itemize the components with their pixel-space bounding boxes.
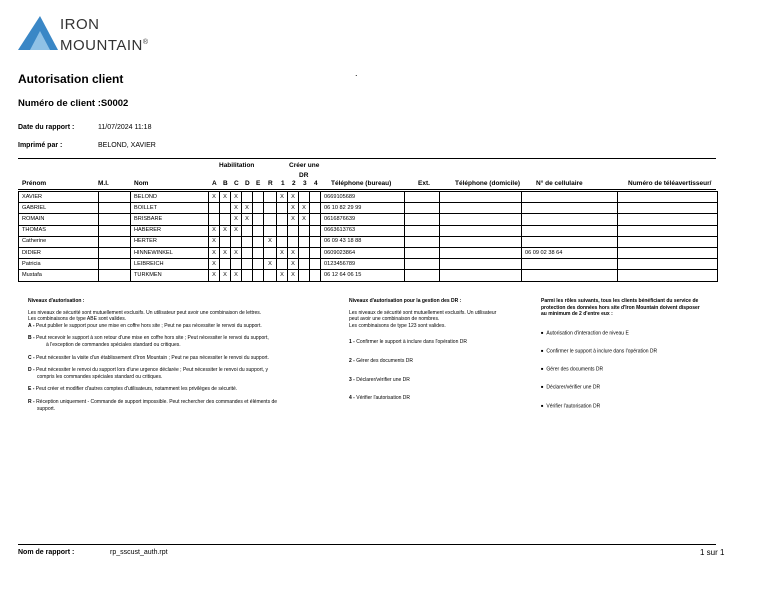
col-letter-b: B — [223, 180, 228, 187]
cell-teleavertisseur — [618, 214, 718, 225]
cell-teleavertisseur — [618, 247, 718, 258]
cell-mi — [99, 236, 131, 247]
cell-tel-domicile — [440, 214, 522, 225]
cell-ext — [405, 203, 440, 214]
cell-flag-3: X — [299, 203, 310, 214]
col-cellulaire: N° de cellulaire — [536, 180, 583, 187]
auth-level-text: Peut recevoir le support à son retour d'une mise en coffre hors site ; Peut nécessiter le renvoi du support, — [36, 335, 269, 342]
cell-nom: HERTER — [131, 236, 209, 247]
cell-flag-e — [253, 247, 264, 258]
col-letter-a: A — [212, 180, 217, 187]
cell-nom: HINNEWINKEL — [131, 247, 209, 258]
cell-ext — [405, 247, 440, 258]
cell-flag-r: X — [264, 236, 277, 247]
cell-flag-4 — [310, 236, 321, 247]
cell-flag-a — [209, 203, 220, 214]
cell-flag-c — [231, 236, 242, 247]
cell-mi — [99, 259, 131, 270]
cell-flag-3 — [299, 259, 310, 270]
dr-level-key: 2 - — [349, 357, 355, 364]
cell-flag-a — [209, 214, 220, 225]
cell-flag-1: X — [277, 270, 288, 281]
col-letter-2: 2 — [292, 180, 296, 187]
cell-flag-4 — [310, 225, 321, 236]
cell-flag-r — [264, 247, 277, 258]
role-item: ■ Déclarer/vérifier une DR — [541, 384, 706, 391]
cell-flag-2: X — [288, 192, 299, 203]
cell-flag-2: X — [288, 214, 299, 225]
col-tel-bureau: Téléphone (bureau) — [331, 180, 392, 187]
cell-flag-e — [253, 259, 264, 270]
auth-level-key: D - — [28, 367, 35, 374]
cell-flag-c: X — [231, 270, 242, 281]
cell-cellulaire — [522, 270, 618, 281]
cell-mi — [99, 192, 131, 203]
cell-nom: HABERER — [131, 225, 209, 236]
notes-roles — [541, 298, 706, 410]
notes-right-heading: Parmi les rôles suivants, tous les clients bénéficiant du service de protection des données hors site d'Iron Mountain doivent disposer au minimum de 2 d'entre eux : — [541, 298, 700, 318]
col-nom: Nom — [134, 180, 149, 187]
cell-ext — [405, 214, 440, 225]
cell-flag-r — [264, 214, 277, 225]
brand-line2: MOUNTAIN — [60, 37, 143, 54]
cell-flag-d — [242, 247, 253, 258]
notes-left-intro1: Les niveaux de sécurité sont mutuellement exclusifs. Un utilisateur peut avoir une combinaison de lettres. — [28, 309, 262, 316]
notes-mid-intro2: peut avoir une combinaison de nombres. — [349, 316, 440, 323]
brand-line1: IRON — [60, 16, 100, 33]
dr-level-key: 3 - — [349, 376, 355, 383]
cell-flag-1: X — [277, 247, 288, 258]
cell-prenom: XAVIER — [19, 192, 99, 203]
col-letter-4: 4 — [314, 180, 318, 187]
users-table — [18, 191, 718, 282]
cell-ext — [405, 270, 440, 281]
cell-flag-a: X — [209, 270, 220, 281]
create-dr-header: Créer une — [289, 162, 320, 169]
cell-flag-2: X — [288, 259, 299, 270]
auth-level-key: R - — [28, 398, 35, 405]
cell-flag-4 — [310, 203, 321, 214]
auth-level-text: Peut publier le support pour une mise en coffre hors site ; Peut ne pas nécessiter le renvoi du support. — [35, 322, 262, 329]
role-item: ■ Gérer des documents DR — [541, 366, 706, 373]
iron-mountain-logo-icon — [18, 16, 58, 50]
col-prenom: Prénom — [22, 180, 47, 187]
cell-flag-r: X — [264, 259, 277, 270]
notes-left-intro2: Les combinaisons de type ABE sont valides. — [28, 316, 127, 323]
cell-flag-1 — [277, 259, 288, 270]
cell-tel-domicile — [440, 247, 522, 258]
cell-nom: BOILLET — [131, 203, 209, 214]
cell-tel-bureau: 0669105689 — [321, 192, 405, 203]
notes-left-heading: Niveaux d'autorisation : — [28, 298, 85, 304]
auth-level-key: B - — [28, 335, 35, 342]
cell-flag-b: X — [220, 247, 231, 258]
notes-mid-intro1: Les niveaux de sécurité sont mutuellement exclusifs. Un utilisateur — [349, 309, 497, 316]
cell-flag-e — [253, 214, 264, 225]
auth-level-text: Peut nécessiter le renvoi du support lors d'une urgence déclarée ; Peut nécessiter le renvoi du support, y compris les commandes spéciales standard ou critiques. — [36, 367, 268, 380]
col-tel-domicile: Téléphone (domicile) — [455, 180, 521, 187]
cell-flag-e — [253, 270, 264, 281]
dr-level-item — [349, 395, 499, 402]
cell-flag-d — [242, 259, 253, 270]
cell-flag-1 — [277, 236, 288, 247]
cell-nom: BELOND — [131, 192, 209, 203]
cell-flag-r — [264, 270, 277, 281]
cell-cellulaire — [522, 236, 618, 247]
cell-tel-domicile — [440, 203, 522, 214]
dr-header: DR — [299, 172, 309, 179]
header-divider — [18, 158, 716, 159]
auth-level-text: Peut nécessiter la visite d'un établissement d'Iron Mountain ; Peut ne pas nécessiter le renvoi du support. — [36, 354, 269, 361]
cell-prenom: DIDIER — [19, 247, 99, 258]
cell-cellulaire: 06 09 02 38 64 — [522, 247, 618, 258]
cell-flag-d — [242, 270, 253, 281]
col-letter-e: E — [256, 180, 261, 187]
cell-flag-r — [264, 203, 277, 214]
cell-flag-e — [253, 236, 264, 247]
cell-flag-b: X — [220, 225, 231, 236]
cell-flag-1: X — [277, 192, 288, 203]
auth-level-item — [28, 355, 283, 362]
dr-level-item — [349, 358, 499, 365]
cell-flag-c: X — [231, 203, 242, 214]
cell-flag-4 — [310, 247, 321, 258]
dr-level-text: Gérer des documents DR — [356, 357, 413, 364]
cell-cellulaire — [522, 259, 618, 270]
report-title: Autorisation client — [18, 72, 124, 86]
auth-level-item — [28, 335, 283, 342]
cell-flag-e — [253, 203, 264, 214]
auth-level-key: C - — [28, 354, 35, 361]
cell-flag-a: X — [209, 236, 220, 247]
cell-flag-3 — [299, 247, 310, 258]
cell-flag-4 — [310, 259, 321, 270]
cell-flag-r — [264, 225, 277, 236]
cell-teleavertisseur — [618, 270, 718, 281]
cell-prenom: ROMAIN — [19, 214, 99, 225]
cell-flag-d — [242, 225, 253, 236]
auth-level-item — [28, 367, 283, 380]
cell-flag-a: X — [209, 259, 220, 270]
auth-level-item — [28, 399, 283, 412]
cell-flag-2 — [288, 236, 299, 247]
cell-flag-1 — [277, 203, 288, 214]
cell-prenom: Mustafa — [19, 270, 99, 281]
cell-flag-4 — [310, 192, 321, 203]
cell-tel-bureau: 06 09 43 18 88 — [321, 236, 405, 247]
auth-level-text: Réception uniquement - Commande de support impossible. Peut rechercher des commandes et éléments de support. — [36, 398, 278, 412]
col-letter-d: D — [245, 180, 250, 187]
cell-cellulaire — [522, 225, 618, 236]
cell-flag-b: X — [220, 192, 231, 203]
brand-registered: ® — [142, 39, 149, 46]
cell-flag-2 — [288, 225, 299, 236]
cell-teleavertisseur — [618, 225, 718, 236]
col-letter-1: 1 — [281, 180, 285, 187]
table-row — [19, 203, 718, 214]
role-item: ■ Confirmer le support à inclure dans l'opération DR — [541, 348, 706, 355]
cell-prenom: Patricia — [19, 259, 99, 270]
client-number: Numéro de client :S0002 — [18, 98, 129, 109]
auth-level-item — [28, 386, 283, 393]
cell-flag-3 — [299, 192, 310, 203]
cell-flag-a: X — [209, 192, 220, 203]
table-top-rule — [18, 189, 716, 190]
auth-level-item — [28, 323, 283, 330]
dr-level-text: Confirmer le support à inclure dans l'opération DR — [356, 339, 467, 346]
cell-flag-4 — [310, 214, 321, 225]
role-item: ■ Vérifier l'autorisation DR — [541, 403, 706, 410]
cell-nom: LEIBREICH — [131, 259, 209, 270]
col-mi: M.I. — [98, 180, 109, 187]
cell-prenom: THOMAS — [19, 225, 99, 236]
cell-flag-3 — [299, 270, 310, 281]
stray-mark: . — [355, 68, 358, 78]
cell-teleavertisseur — [618, 259, 718, 270]
cell-tel-bureau: 06 10 82 29 99 — [321, 203, 405, 214]
cell-ext — [405, 236, 440, 247]
cell-flag-e — [253, 225, 264, 236]
cell-flag-3 — [299, 236, 310, 247]
cell-nom: BRISBARE — [131, 214, 209, 225]
auth-level-text: Peut créer et modifier d'autres comptes d'utilisateurs, notamment les privilèges de sécurité. — [35, 386, 238, 393]
cell-prenom: Catherine — [19, 236, 99, 247]
table-row — [19, 270, 718, 281]
table-row — [19, 236, 718, 247]
auth-level-key: A - — [28, 322, 35, 329]
cell-flag-3 — [299, 225, 310, 236]
cell-flag-a: X — [209, 225, 220, 236]
cell-flag-b — [220, 259, 231, 270]
cell-flag-2: X — [288, 203, 299, 214]
report-name-value: rp_sscust_auth.rpt — [110, 549, 168, 556]
report-date-value: 11/07/2024 11:18 — [98, 124, 152, 131]
cell-flag-a: X — [209, 247, 220, 258]
notes-dr-levels — [349, 298, 499, 402]
page-number: 1 sur 1 — [700, 548, 725, 557]
cell-flag-1 — [277, 225, 288, 236]
cell-flag-2: X — [288, 270, 299, 281]
cell-flag-b — [220, 236, 231, 247]
report-date-label: Date du rapport : — [18, 124, 75, 131]
cell-flag-1 — [277, 214, 288, 225]
cell-tel-domicile — [440, 259, 522, 270]
cell-nom: TURKMEN — [131, 270, 209, 281]
cell-flag-b — [220, 214, 231, 225]
cell-flag-d — [242, 236, 253, 247]
col-letter-r: R — [268, 180, 273, 187]
dr-level-text: Vérifier l'autorisation DR — [356, 395, 410, 402]
cell-flag-c: X — [231, 247, 242, 258]
habilitation-header: Habilitation — [219, 162, 255, 169]
cell-tel-bureau: 0123456789 — [321, 259, 405, 270]
cell-flag-d: X — [242, 214, 253, 225]
cell-prenom: GABRIEL — [19, 203, 99, 214]
brand-wordmark — [60, 16, 149, 55]
notes-mid-intro3: Les combinaisons de type 123 sont valides. — [349, 322, 446, 329]
cell-tel-domicile — [440, 192, 522, 203]
col-teleavertisseur: Numéro de téléavertisseur/ — [628, 180, 712, 187]
table-row — [19, 192, 718, 203]
dr-level-text: Déclarer/vérifier une DR — [356, 376, 410, 383]
cell-teleavertisseur — [618, 192, 718, 203]
cell-flag-4 — [310, 270, 321, 281]
cell-tel-bureau: 0616876639 — [321, 214, 405, 225]
cell-teleavertisseur — [618, 203, 718, 214]
role-item: ■ Autorisation d'interaction de niveau E — [541, 330, 706, 337]
table-row — [19, 225, 718, 236]
col-ext: Ext. — [418, 180, 430, 187]
cell-mi — [99, 270, 131, 281]
cell-cellulaire — [522, 192, 618, 203]
cell-flag-c: X — [231, 192, 242, 203]
printed-by-value: BELOND, XAVIER — [98, 142, 156, 149]
cell-flag-d: X — [242, 203, 253, 214]
cell-mi — [99, 214, 131, 225]
cell-tel-bureau: 06 12 64 06 15 — [321, 270, 405, 281]
cell-tel-domicile — [440, 225, 522, 236]
cell-tel-domicile — [440, 270, 522, 281]
footer-divider — [18, 544, 716, 545]
cell-flag-c — [231, 259, 242, 270]
cell-flag-b — [220, 203, 231, 214]
cell-ext — [405, 259, 440, 270]
cell-flag-2: X — [288, 247, 299, 258]
cell-flag-c: X — [231, 225, 242, 236]
col-letter-3: 3 — [303, 180, 307, 187]
cell-tel-domicile — [440, 236, 522, 247]
cell-tel-bureau: 0609023864 — [321, 247, 405, 258]
auth-level-key: E - — [28, 386, 35, 393]
dr-level-key: 1 - — [349, 339, 355, 346]
cell-mi — [99, 247, 131, 258]
cell-flag-b: X — [220, 270, 231, 281]
cell-mi — [99, 203, 131, 214]
cell-cellulaire — [522, 214, 618, 225]
report-name-label: Nom de rapport : — [18, 549, 75, 556]
cell-tel-bureau: 0663613763 — [321, 225, 405, 236]
notes-mid-heading: Niveaux d'autorisation pour la gestion des DR : — [349, 298, 462, 304]
dr-level-item — [349, 339, 499, 346]
cell-flag-3: X — [299, 214, 310, 225]
table-row — [19, 259, 718, 270]
col-letter-c: C — [234, 180, 239, 187]
notes-auth-levels — [28, 298, 283, 412]
cell-flag-c: X — [231, 214, 242, 225]
dr-level-key: 4 - — [349, 395, 355, 402]
cell-flag-d — [242, 192, 253, 203]
cell-cellulaire — [522, 203, 618, 214]
cell-teleavertisseur — [618, 236, 718, 247]
cell-mi — [99, 225, 131, 236]
table-row — [19, 214, 718, 225]
cell-flag-r — [264, 192, 277, 203]
cell-ext — [405, 192, 440, 203]
dr-level-item — [349, 377, 499, 384]
table-row — [19, 247, 718, 258]
cell-ext — [405, 225, 440, 236]
cell-flag-e — [253, 192, 264, 203]
printed-by-label: Imprimé par : — [18, 142, 63, 149]
auth-level-extra: à l'exception de commandes spéciales standard ou critiques. — [46, 341, 181, 348]
